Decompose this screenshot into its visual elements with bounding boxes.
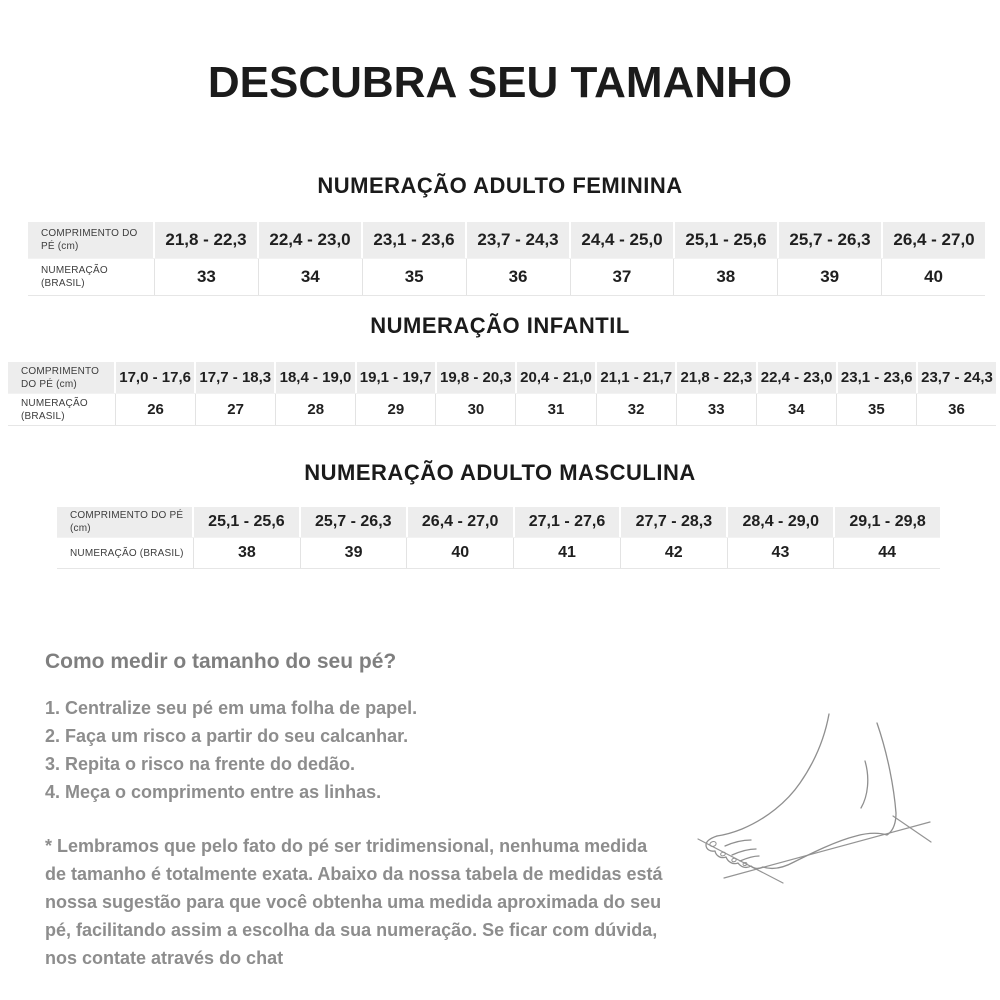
measure-step-1: 1. Centralize seu pé em uma folha de papel. — [45, 698, 418, 718]
size-brazil-cell: 38 — [674, 259, 778, 295]
foot-bottom-heel-outline — [763, 723, 896, 868]
measure-step-3: 3. Repita o risco na frente do dedão. — [45, 754, 356, 774]
size-brazil-cell: 28 — [276, 394, 356, 425]
size-brazil-cell: 37 — [571, 259, 675, 295]
size-brazil-cell: 35 — [837, 394, 917, 425]
how-to-measure-heading: Como medir o tamanho do seu pé? — [45, 650, 397, 673]
foot-length-cell: 25,1 - 25,6 — [675, 222, 779, 258]
toe-crease-1 — [725, 840, 751, 846]
big-toe-nail — [709, 841, 717, 848]
foot-length-cell: 20,4 - 21,0 — [517, 362, 597, 393]
toe-crease-2 — [732, 849, 756, 855]
size-brazil-cell: 36 — [467, 259, 571, 295]
size-brazil-cell: 43 — [728, 538, 835, 568]
size-brazil-row — [8, 393, 996, 425]
heading-adulto-feminina: NUMERAÇÃO ADULTO FEMININA — [317, 173, 683, 198]
foot-length-cell: 29,1 - 29,8 — [849, 513, 926, 530]
foot-length-cell: 17,0 - 17,6 — [116, 362, 196, 393]
size-brazil-cell: 42 — [621, 538, 728, 568]
how-to-measure-section — [45, 650, 670, 972]
foot-length-row — [57, 507, 940, 537]
size-brazil-cell: 40 — [407, 538, 514, 568]
size-brazil-cell: 39 — [301, 538, 408, 568]
foot-length-cell: 21,8 - 22,3 — [155, 222, 259, 258]
heading-adulto-masculina: NUMERAÇÃO ADULTO MASCULINA — [304, 460, 696, 485]
size-brazil-row-label: NUMERAÇÃO (BRASIL) — [28, 259, 155, 295]
size-brazil-cell: 31 — [516, 394, 596, 425]
size-brazil-cell: 34 — [259, 259, 363, 295]
foot-length-cell: 17,7 - 18,3 — [196, 362, 276, 393]
size-brazil-cell: 40 — [924, 267, 944, 286]
table-adulto-feminina — [28, 222, 985, 296]
foot-length-cell: 25,1 - 25,6 — [194, 507, 301, 537]
foot-length-cell: 26,4 - 27,0 — [408, 507, 515, 537]
table-adulto-masculina — [57, 507, 940, 569]
baseline-mark — [724, 822, 930, 878]
toe-nail-3 — [731, 858, 736, 863]
heel-line-mark — [893, 816, 931, 842]
foot-length-row — [28, 222, 985, 258]
foot-length-cell: 25,7 - 26,3 — [779, 222, 883, 258]
measurement-disclaimer-note: * Lembramos que pelo fato do pé ser tridimensional, nenhuma medida de tamanho é totalmente exata. Abaixo da nossa tabela de medidas está nossa sugestão para que você obtenha uma medida aproximada do seu pé, facilitando assim a escolha da sua numeração. Se ficar com dúvida, nos contate através do chat — [45, 836, 663, 968]
foot-length-cell: 28,4 - 29,0 — [728, 507, 835, 537]
size-brazil-cell: 38 — [194, 538, 301, 568]
how-to-measure-steps — [45, 694, 670, 806]
measure-step-4: 4. Meça o comprimento entre as linhas. — [45, 782, 382, 802]
foot-length-cell: 25,7 - 26,3 — [301, 507, 408, 537]
foot-length-cell: 19,1 - 19,7 — [357, 362, 437, 393]
size-brazil-row-label: NUMERAÇÃO (BRASIL) — [57, 538, 194, 568]
foot-length-cell: 23,1 - 23,6 — [363, 222, 467, 258]
foot-length-cell: 18,4 - 19,0 — [276, 362, 356, 393]
foot-length-cell: 22,4 - 23,0 — [758, 362, 838, 393]
foot-length-cell: 23,1 - 23,6 — [838, 362, 918, 393]
foot-length-cell: 26,4 - 27,0 — [893, 230, 975, 249]
size-brazil-cell: 30 — [436, 394, 516, 425]
size-brazil-row — [28, 258, 985, 295]
foot-length-cell: 21,8 - 22,3 — [677, 362, 757, 393]
heading-infantil: NUMERAÇÃO INFANTIL — [370, 313, 630, 338]
foot-length-cell: 23,7 - 24,3 — [467, 222, 571, 258]
foot-length-cell: 23,7 - 24,3 — [921, 369, 993, 386]
table-infantil — [8, 362, 996, 426]
size-brazil-cell: 44 — [878, 544, 897, 561]
size-brazil-cell: 33 — [155, 259, 259, 295]
foot-length-row — [8, 362, 996, 393]
size-brazil-cell: 26 — [116, 394, 196, 425]
size-brazil-cell: 29 — [356, 394, 436, 425]
size-brazil-row-label: NUMERAÇÃO (BRASIL) — [8, 394, 116, 425]
foot-length-cell: 22,4 - 23,0 — [259, 222, 363, 258]
size-brazil-cell: 36 — [948, 401, 965, 418]
foot-length-row-label: COMPRIMENTO DO PÉ (cm) — [8, 362, 116, 393]
foot-length-cell: 27,1 - 27,6 — [515, 507, 622, 537]
measure-step-2: 2. Faça um risco a partir do seu calcanhar. — [45, 726, 409, 746]
size-brazil-cell: 32 — [597, 394, 677, 425]
toe-nail-2 — [720, 852, 726, 857]
size-brazil-cell: 34 — [757, 394, 837, 425]
size-brazil-cell: 41 — [514, 538, 621, 568]
size-brazil-cell: 33 — [677, 394, 757, 425]
toe-crease-3 — [740, 856, 759, 861]
foot-measure-illustration — [680, 700, 980, 940]
foot-length-cell: 27,7 - 28,3 — [621, 507, 728, 537]
foot-top-outline — [717, 714, 829, 836]
foot-length-cell: 21,1 - 21,7 — [597, 362, 677, 393]
size-brazil-row — [57, 537, 940, 568]
ankle-detail-line — [861, 761, 868, 808]
toes-outline — [706, 836, 763, 868]
foot-length-cell: 19,8 - 20,3 — [437, 362, 517, 393]
foot-length-row-label: COMPRIMENTO DO PÉ (cm) — [28, 222, 155, 258]
foot-length-row-label: COMPRIMENTO DO PÉ (cm) — [57, 507, 194, 537]
foot-length-cell: 24,4 - 25,0 — [571, 222, 675, 258]
page-title: DESCUBRA SEU TAMANHO — [207, 58, 793, 107]
size-brazil-cell: 39 — [778, 259, 882, 295]
size-brazil-cell: 35 — [363, 259, 467, 295]
size-brazil-cell: 27 — [196, 394, 276, 425]
